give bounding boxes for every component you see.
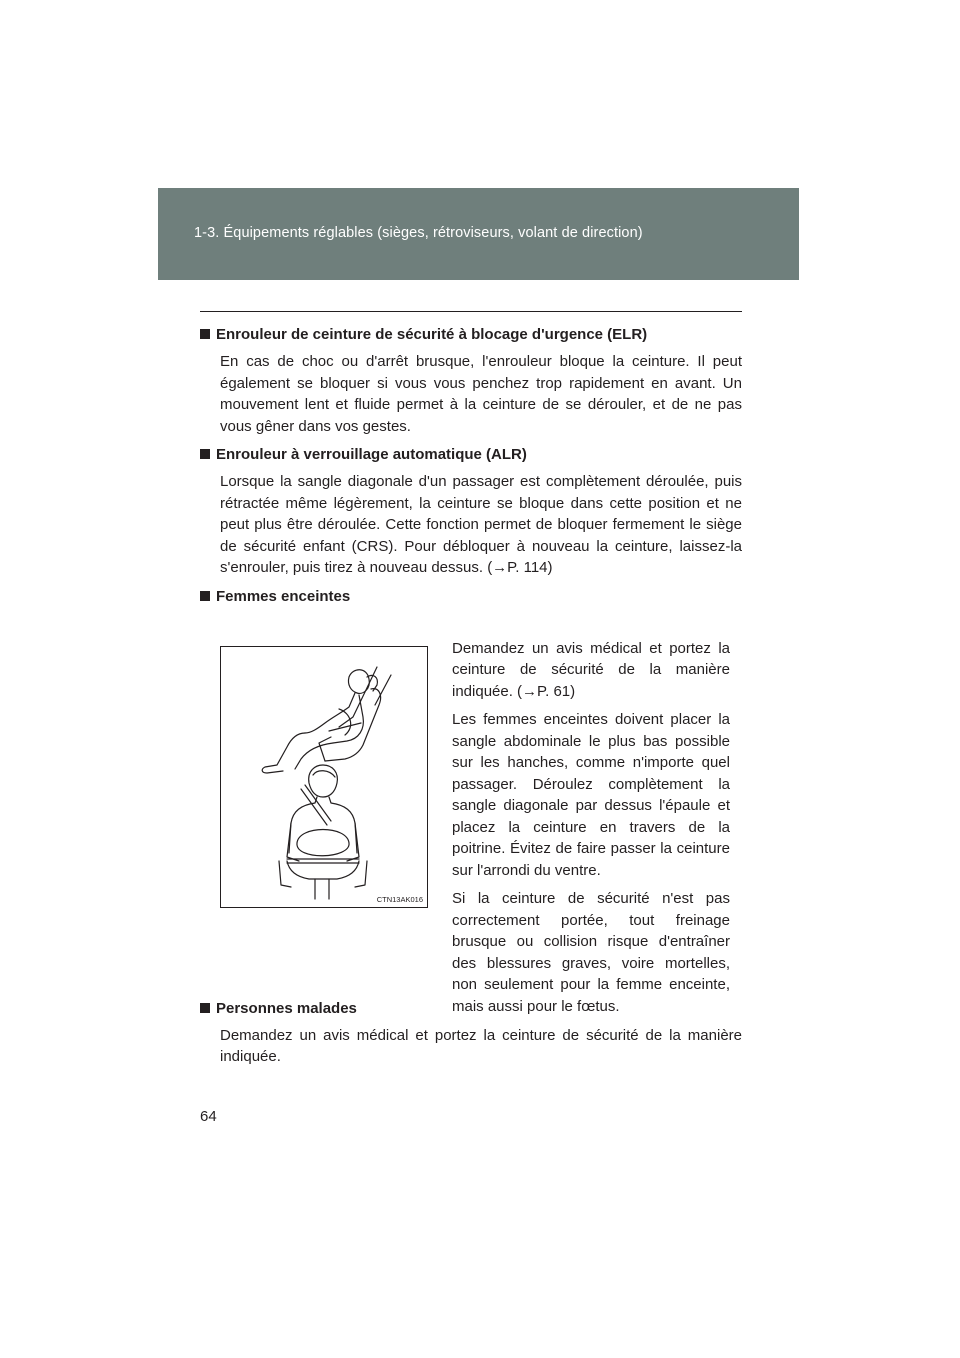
page-number: 64 [200, 1108, 217, 1125]
section-body: Demandez un avis médical et portez la ceinture de sécurité de la manière indiquée. [220, 1026, 742, 1065]
section-heading-label: Femmes enceintes [216, 587, 351, 605]
pregnant-paragraph-3: Si la ceinture de sécurité n'est pas correctement portée, tout freinage brusque ou collision risque d'entraîner des blessures graves, voire mortelles, non seulement pour la femme enceinte, mais aussi pour le fœtus. [452, 890, 730, 1015]
bullet-square-icon [200, 449, 210, 459]
figure-code-label: CTN13AK016 [376, 894, 423, 904]
section-heading-label: Enrouleur à verrouillage automatique (ALR) [216, 446, 527, 463]
bullet-square-icon [200, 329, 210, 339]
section-body: En cas de choc ou d'arrêt brusque, l'enrouleur bloque la ceinture. Il peut également se bloquer si vous vous penchez trop rapidement en avant. Un mouvement lent et fluide permet à la ceinture de se dérouler, et de ne pas vous gêner dans vos gestes. [220, 353, 742, 435]
section-heading [200, 586, 742, 608]
seatbelt-figure-drawing [221, 647, 427, 907]
section-heading-label: Enrouleur de ceinture de sécurité à blocage d'urgence (ELR) [216, 326, 648, 343]
section-body: Lorsque la sangle diagonale d'un passager est complètement déroulée, puis rétractée même légèrement, la ceinture se bloque dans cette position et ne peut plus être déroulée. Cette fonction permet de bloquer fermement le siège de sécurité enfant (CRS). Pour débloquer à nouveau la ceinture, laissez-la s'enrouler, puis tirez à nouveau dessus. (→P. 114) [220, 473, 742, 576]
pregnant-paragraph-1: Demandez un avis médical et portez la ceinture de sécurité de la manière indiquée. (→P. 61) [452, 639, 730, 700]
section-elr [200, 324, 742, 437]
pregnant-side-text [452, 638, 730, 1025]
header-rule [200, 311, 742, 312]
page-content [200, 324, 742, 1075]
section-header-band [158, 188, 799, 280]
section-heading-label: Personnes malades [216, 999, 357, 1017]
section-alr [200, 444, 742, 579]
bullet-square-icon [200, 591, 210, 601]
section-heading [200, 324, 742, 346]
section-heading [200, 444, 742, 466]
pregnant-paragraph-2: Les femmes enceintes doivent placer la sangle abdominale le plus bas possible sur les hanches, comme n'importe quel passager. Déroulez complètement la sangle diagonale par dessus l'épaule et placez la ceinture en travers de la poitrine. Évitez de faire passer la ceinture sur l'arrondi du ventre. [452, 711, 730, 879]
section-header-title: 1-3. Équipements réglables (sièges, rétroviseurs, volant de direction) [194, 225, 643, 241]
bullet-square-icon [200, 1003, 210, 1013]
pregnant-seatbelt-illustration [220, 646, 428, 908]
